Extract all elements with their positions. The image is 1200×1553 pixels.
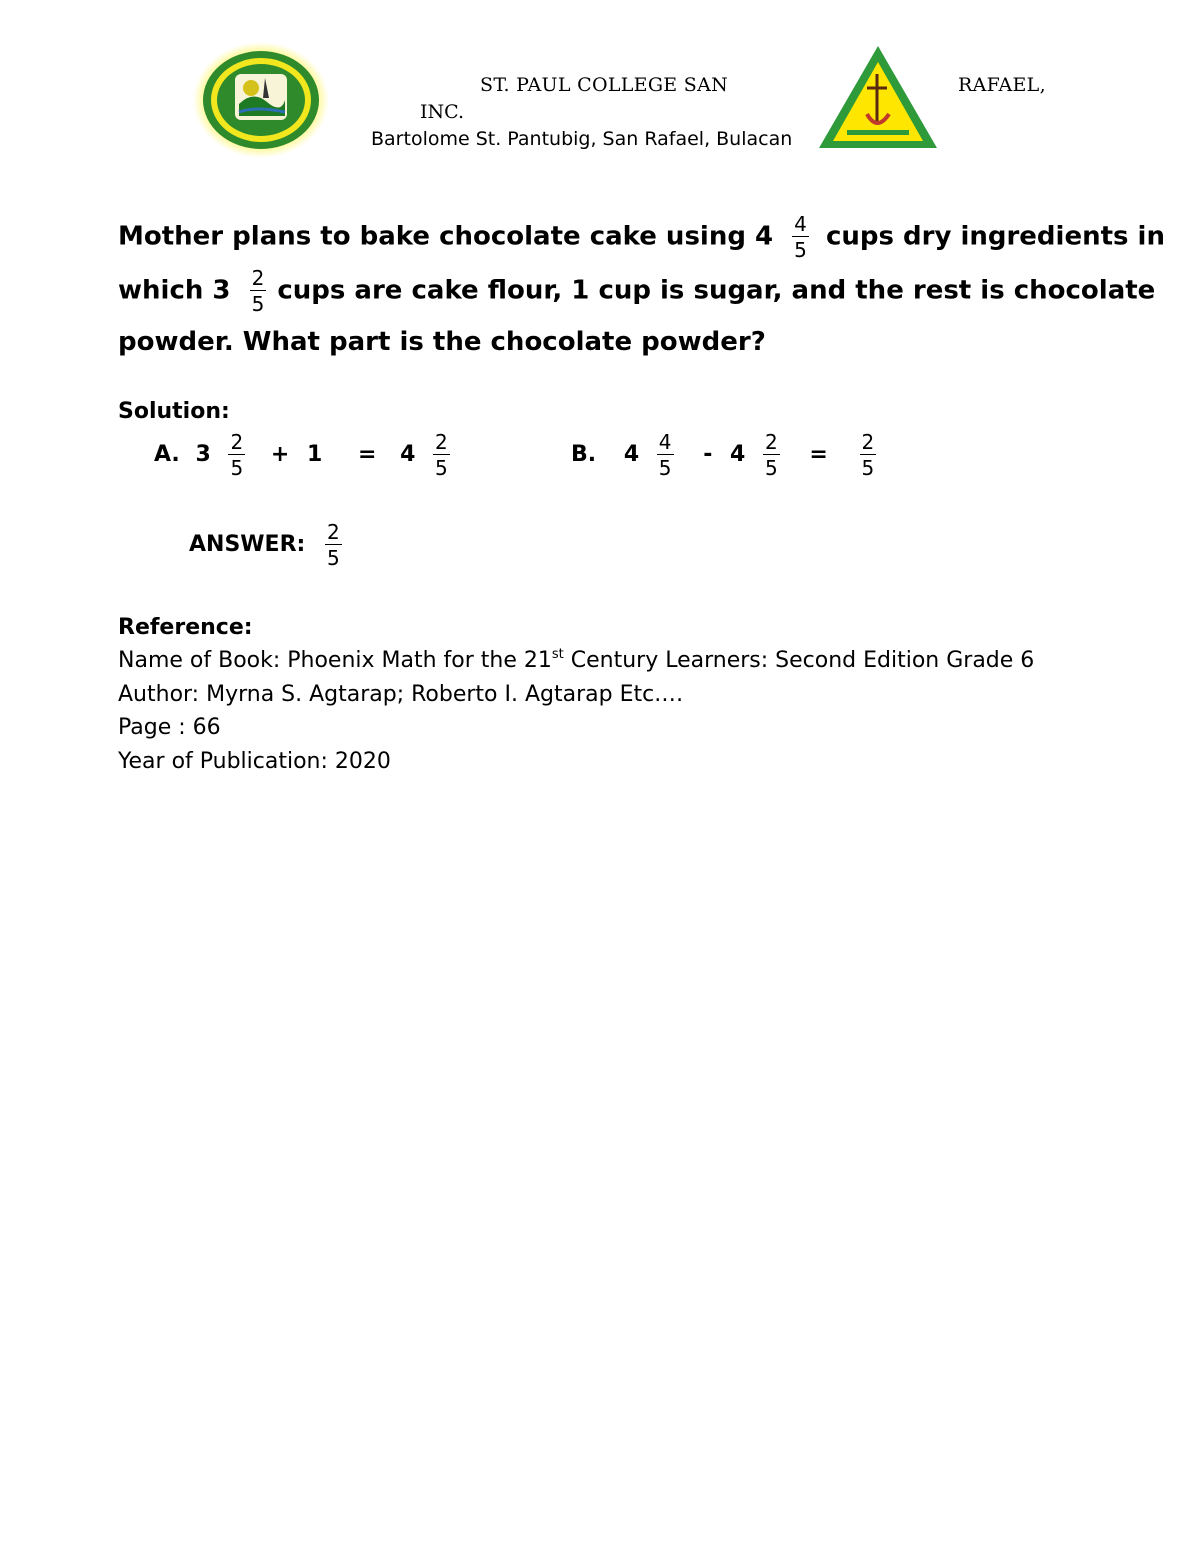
step-label: B. bbox=[571, 442, 597, 467]
problem-text: Mother plans to bake chocolate cake using 4 bbox=[118, 221, 774, 252]
numerator: 2 bbox=[230, 430, 244, 454]
fraction-bar bbox=[325, 544, 342, 545]
numerator: 4 bbox=[794, 212, 807, 236]
numerator: 2 bbox=[861, 430, 875, 454]
denominator: 5 bbox=[861, 456, 875, 480]
fraction-bar bbox=[433, 454, 450, 455]
fraction bbox=[792, 214, 809, 260]
book-title-prefix: Name of Book: Phoenix Math for the 21 bbox=[118, 648, 552, 673]
fraction bbox=[228, 432, 245, 478]
problem-line-1 bbox=[118, 214, 1165, 260]
reference-author: Author: Myrna S. Agtarap; Roberto I. Agtarap Etc.… bbox=[118, 682, 684, 707]
school-name: ST. PAUL COLLEGE SAN bbox=[480, 74, 729, 96]
operator: + bbox=[270, 442, 290, 467]
college-triangle-logo bbox=[817, 44, 939, 150]
equals-sign: = bbox=[809, 442, 828, 467]
problem-text: cups are cake flour, 1 cup is sugar, and the rest is chocolate bbox=[277, 275, 1156, 306]
fraction bbox=[433, 432, 450, 478]
ordinal-suffix: st bbox=[551, 647, 564, 662]
reference-year: Year of Publication: 2020 bbox=[118, 749, 391, 774]
school-name-continued: RAFAEL, bbox=[958, 74, 1046, 96]
step-label: A. bbox=[154, 442, 180, 467]
fraction bbox=[250, 268, 267, 314]
school-address: Bartolome St. Pantubig, San Rafael, Bulacan bbox=[371, 128, 793, 150]
denominator: 5 bbox=[794, 238, 807, 262]
numerator: 4 bbox=[658, 430, 672, 454]
fraction bbox=[860, 432, 877, 478]
answer-fraction bbox=[325, 522, 342, 568]
denominator: 5 bbox=[765, 456, 778, 480]
fraction bbox=[657, 432, 674, 478]
whole-number: 4 bbox=[400, 442, 416, 467]
denominator: 5 bbox=[251, 292, 265, 316]
numerator: 2 bbox=[765, 430, 778, 454]
term: 1 bbox=[306, 442, 323, 467]
fraction-bar bbox=[763, 454, 780, 455]
whole-number: 4 bbox=[730, 442, 746, 467]
denominator: 5 bbox=[435, 456, 448, 480]
reference-book bbox=[118, 648, 1034, 673]
fraction bbox=[763, 432, 780, 478]
solution-b bbox=[571, 432, 876, 478]
denominator: 5 bbox=[327, 546, 340, 570]
problem-text: which 3 bbox=[118, 275, 231, 306]
answer bbox=[189, 522, 342, 568]
problem-text: cups dry ingredients in bbox=[825, 221, 1165, 252]
reference-page: Page : 66 bbox=[118, 715, 221, 740]
numerator: 2 bbox=[327, 520, 340, 544]
whole-number: 4 bbox=[623, 442, 640, 467]
numerator: 2 bbox=[435, 430, 448, 454]
fraction-bar bbox=[250, 290, 267, 291]
whole-number: 3 bbox=[195, 442, 211, 467]
denominator: 5 bbox=[230, 456, 244, 480]
problem-line-2 bbox=[118, 268, 1155, 314]
fraction-bar bbox=[860, 454, 877, 455]
problem-line-3: powder. What part is the chocolate powder? bbox=[118, 327, 766, 357]
operator: - bbox=[703, 442, 713, 467]
solution-label: Solution: bbox=[118, 399, 230, 424]
fraction-bar bbox=[792, 236, 809, 237]
school-name-suffix: INC. bbox=[420, 101, 465, 123]
answer-label: ANSWER: bbox=[189, 532, 306, 557]
school-seal-logo bbox=[193, 42, 329, 158]
fraction-bar bbox=[228, 454, 245, 455]
equals-sign: = bbox=[357, 442, 377, 467]
reference-label: Reference: bbox=[118, 615, 253, 640]
fraction-bar bbox=[657, 454, 674, 455]
solution-a bbox=[154, 432, 450, 478]
book-title-suffix: Century Learners: Second Edition Grade 6 bbox=[563, 648, 1035, 673]
denominator: 5 bbox=[658, 456, 672, 480]
numerator: 2 bbox=[251, 266, 265, 290]
